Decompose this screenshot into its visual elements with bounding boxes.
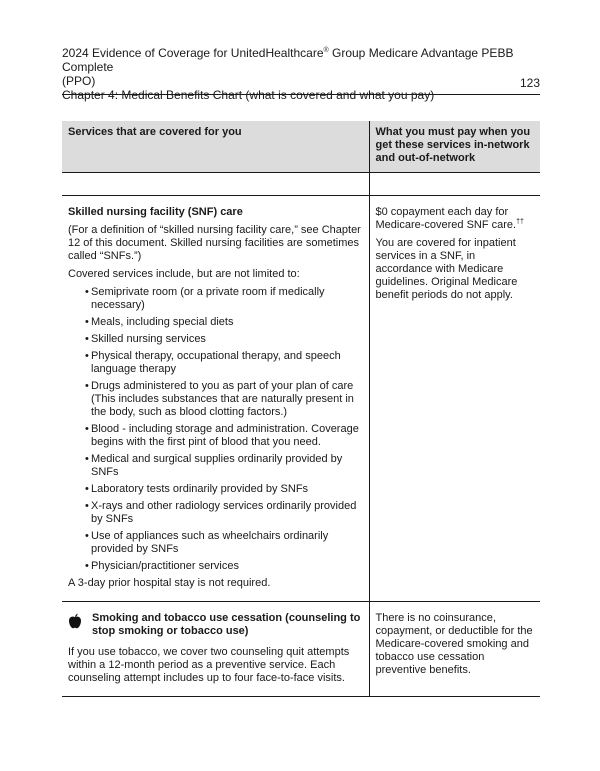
table-spacer-row xyxy=(62,173,540,196)
list-item: • Drugs administered to you as part of your plan of care (This includes substances that are naturally present in the body, such as blood clotting factors.) xyxy=(85,380,363,419)
snf-cost-cell xyxy=(369,196,540,602)
snf-covered-intro: Covered services include, but are not limited to: xyxy=(68,268,300,280)
snf-services-cell xyxy=(62,196,369,602)
list-item: • Use of appliances such as wheelchairs ordinarily provided by SNFs xyxy=(85,530,363,556)
list-item: • Physician/practitioner services xyxy=(85,560,363,573)
list-item: • Meals, including special diets xyxy=(85,316,363,329)
smoking-services-cell xyxy=(62,602,369,697)
table-header-row xyxy=(62,121,540,173)
header-title-line xyxy=(62,46,540,74)
list-item: • Semiprivate room (or a private room if medically necessary) xyxy=(85,286,363,312)
spacer-cell xyxy=(62,173,369,196)
smoking-title: Smoking and tobacco use cessation (counseling to stop smoking or tobacco use) xyxy=(92,612,361,637)
snf-copayment xyxy=(376,206,535,232)
header-divider xyxy=(62,94,540,95)
benefits-table xyxy=(62,121,540,697)
smoking-description: If you use tobacco, we cover two counseling quit attempts within a 12-month period as a preventive service. Each counseling attempt includes up to four face-to-face visits. xyxy=(68,646,350,684)
list-item: • Medical and surgical supplies ordinarily provided by SNFs xyxy=(85,453,363,479)
list-item: • X-rays and other radiology services ordinarily provided by SNFs xyxy=(85,500,363,526)
column-header-services: Services that are covered for you xyxy=(62,121,369,173)
footnote-marker: †† xyxy=(516,218,524,226)
page-number: 123 xyxy=(519,76,540,90)
snf-services-list xyxy=(68,286,363,573)
smoking-heading xyxy=(68,612,363,638)
column-header-cost: What you must pay when you get these services in-network and out-of-network xyxy=(369,121,540,173)
spacer-cell xyxy=(369,173,540,196)
snf-definition: (For a definition of “skilled nursing facility care,” see Chapter 12 of this document. Skilled nursing facilities are sometimes called “SNFs.”) xyxy=(68,224,361,262)
apple-icon xyxy=(68,613,82,629)
registered-mark: ® xyxy=(323,47,329,54)
list-item: • Skilled nursing services xyxy=(85,333,363,346)
snf-hospital-stay-note: A 3-day prior hospital stay is not required. xyxy=(68,577,271,589)
list-item: • Blood - including storage and administration. Coverage begins with the first pint of blood that you need. xyxy=(85,423,363,449)
snf-title: Skilled nursing facility (SNF) care xyxy=(68,206,243,218)
header-title-prefix: 2024 Evidence of Coverage for UnitedHealthcare xyxy=(62,46,324,60)
header-chapter: Chapter 4: Medical Benefits Chart (what is covered and what you pay) xyxy=(62,88,435,102)
list-item: • Laboratory tests ordinarily provided by SNFs xyxy=(85,483,363,496)
table-row-snf xyxy=(62,196,540,602)
table-row-smoking-cessation xyxy=(62,602,540,697)
header-plan-type: (PPO) xyxy=(62,74,96,88)
snf-coverage-note: You are covered for inpatient services in a SNF, in accordance with Medicare guidelines. Original Medicare benefit periods do not apply. xyxy=(375,237,518,301)
snf-copayment-text: $0 copayment each day for Medicare-covered SNF care. xyxy=(375,206,517,231)
smoking-cost-cell xyxy=(369,602,540,697)
smoking-cost: There is no coinsurance, copayment, or deductible for the Medicare-covered smoking and tobacco use cessation preventive benefits. xyxy=(375,612,533,676)
list-item: • Physical therapy, occupational therapy, and speech language therapy xyxy=(85,350,363,376)
header-title-suffix: Group Medicare Advantage PEBB Complete xyxy=(62,46,514,74)
